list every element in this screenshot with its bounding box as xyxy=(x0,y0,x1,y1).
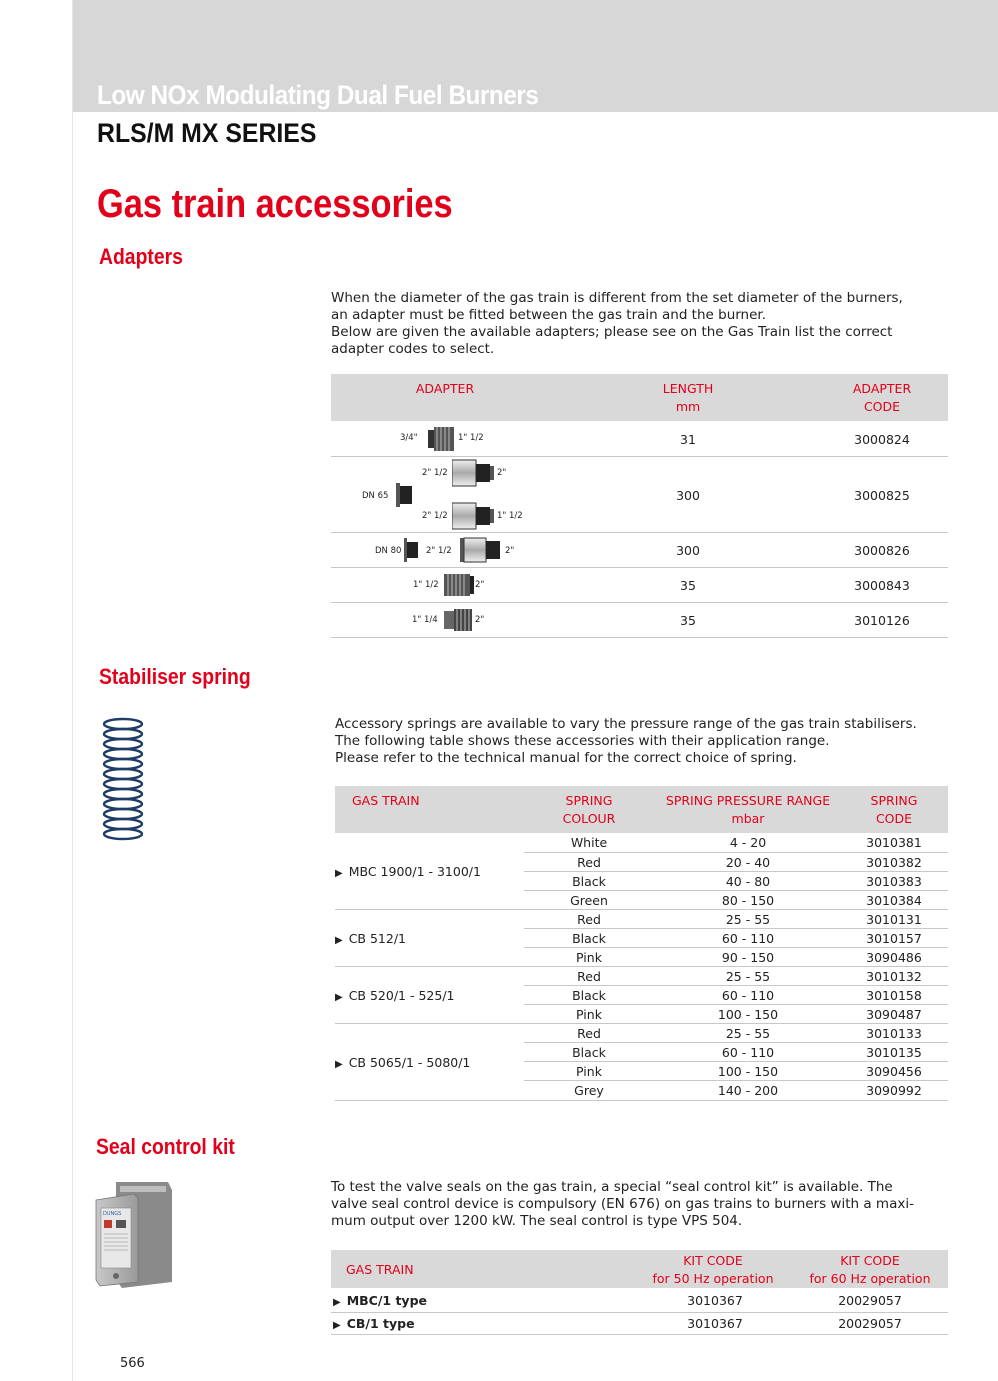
seal-heading: Seal control kit xyxy=(96,1134,235,1159)
spring-code: 3090487 xyxy=(866,1007,922,1022)
spring-code: 3010132 xyxy=(866,969,922,984)
row-divider xyxy=(524,871,948,872)
adapters-paragraph-line: an adapter must be fitted between the gas train and the burner. xyxy=(331,307,767,323)
seal-col-kit60-label: KIT CODE xyxy=(840,1253,900,1268)
spring-heading: Stabiliser spring xyxy=(99,664,251,689)
spring-colour: White xyxy=(570,835,608,850)
triangle-bullet-icon: ▶ xyxy=(333,1297,341,1308)
adapter-label: 2" xyxy=(475,580,485,590)
adapter-label: 2" 1/2 xyxy=(422,511,448,521)
triangle-bullet-icon: ▶ xyxy=(335,1059,343,1070)
reducer-adapter-icon xyxy=(452,502,496,530)
group-divider xyxy=(335,909,948,910)
triangle-bullet-icon: ▶ xyxy=(335,935,343,946)
reducer-adapter-icon xyxy=(452,459,496,487)
spring-code: 3090456 xyxy=(866,1064,922,1079)
row-divider xyxy=(524,1004,948,1005)
seal-code-60hz: 20029057 xyxy=(838,1293,902,1308)
spring-code: 3010157 xyxy=(866,931,922,946)
spring-group-name: CB 512/1 xyxy=(348,931,407,946)
row-divider xyxy=(524,1042,948,1043)
spring-colour: Black xyxy=(572,931,606,946)
adapter-label: 2" 1/2 xyxy=(422,468,448,478)
spring-col-gas-train: GAS TRAIN xyxy=(352,793,420,808)
adapter-label: 2" 1/2 xyxy=(426,546,452,556)
spring-col-range-unit: mbar xyxy=(731,811,765,826)
seal-col-kit50-note: for 50 Hz operation xyxy=(652,1271,774,1286)
adapter-label: 2" xyxy=(505,546,515,556)
spring-colour: Black xyxy=(572,1045,606,1060)
spring-range: 90 - 150 xyxy=(721,950,775,965)
spring-colour: Red xyxy=(577,969,601,984)
spring-group-name: CB 520/1 - 525/1 xyxy=(348,988,455,1003)
flange-icon xyxy=(404,538,420,562)
seal-row-name: MBC/1 type xyxy=(346,1293,428,1308)
row-divider xyxy=(331,602,948,603)
adapter-code: 3000824 xyxy=(854,432,910,447)
spring-col-code xyxy=(850,792,938,828)
row-divider xyxy=(331,1312,948,1313)
spring-col-colour-label-1: SPRING xyxy=(565,793,613,808)
adapters-paragraph-line: Below are given the available adapters; please see on the Gas Train list the correct xyxy=(331,324,893,340)
seal-code-50hz: 3010367 xyxy=(687,1293,743,1308)
row-divider xyxy=(524,928,948,929)
threaded-adapter-icon xyxy=(444,606,474,634)
adapter-label: DN 65 xyxy=(362,491,389,501)
spring-col-colour xyxy=(544,792,634,828)
spring-range: 100 - 150 xyxy=(717,1007,779,1022)
row-divider xyxy=(331,456,948,457)
row-divider xyxy=(524,890,948,891)
adapter-length: 300 xyxy=(676,488,700,503)
spring-paragraph-line: Accessory springs are available to vary the pressure range of the gas train stabilisers. xyxy=(335,716,917,732)
spring-paragraph-line: Please refer to the technical manual for the correct choice of spring. xyxy=(335,750,797,766)
spring-code: 3010383 xyxy=(866,874,922,889)
adapter-length: 35 xyxy=(680,613,696,628)
seal-col-kit50-label: KIT CODE xyxy=(683,1253,743,1268)
spring-colour: Grey xyxy=(574,1083,604,1098)
triangle-bullet-icon: ▶ xyxy=(335,992,343,1003)
row-divider xyxy=(524,947,948,948)
spring-code: 3010131 xyxy=(866,912,922,927)
spring-range: 4 - 20 xyxy=(729,835,767,850)
group-divider xyxy=(335,1100,948,1101)
adapter-length: 35 xyxy=(680,578,696,593)
spring-code: 3010135 xyxy=(866,1045,922,1060)
seal-col-kit60-note: for 60 Hz operation xyxy=(809,1271,931,1286)
adapter-label: DN 80 xyxy=(375,546,402,556)
seal-paragraph-line: mum output over 1200 kW. The seal control is type VPS 504. xyxy=(331,1213,743,1229)
adapter-label: 2" xyxy=(475,615,485,625)
spring-colour: Red xyxy=(577,1026,601,1041)
row-divider xyxy=(524,1061,948,1062)
spring-range: 25 - 55 xyxy=(725,969,771,984)
spring-colour: Red xyxy=(577,912,601,927)
seal-col-gas-train: GAS TRAIN xyxy=(346,1262,414,1277)
left-margin-strip xyxy=(0,0,73,1381)
spring-group-label xyxy=(335,864,481,879)
spring-col-code-label-2: CODE xyxy=(875,811,913,826)
adapters-paragraph-line: adapter codes to select. xyxy=(331,341,495,357)
row-divider xyxy=(331,637,948,638)
spring-group-label xyxy=(335,1055,470,1070)
seal-row-name: CB/1 type xyxy=(346,1316,415,1331)
adapters-paragraph xyxy=(331,290,948,358)
spring-colour: Pink xyxy=(576,1064,602,1079)
seal-col-kit60 xyxy=(795,1252,945,1288)
spring-group-name: MBC 1900/1 - 3100/1 xyxy=(348,864,481,879)
adapter-label: 1" 1/2 xyxy=(413,580,439,590)
spring-range: 25 - 55 xyxy=(725,912,771,927)
device-brand-text: DUNGS xyxy=(103,1211,122,1217)
flange-icon xyxy=(396,483,414,507)
adapter-code: 3000826 xyxy=(854,543,910,558)
seal-paragraph-line: To test the valve seals on the gas train, a special “seal control kit” is available. The xyxy=(331,1179,893,1195)
spring-col-range xyxy=(655,792,841,828)
spring-icon xyxy=(100,716,146,844)
spring-range: 60 - 110 xyxy=(721,1045,775,1060)
row-divider xyxy=(524,985,948,986)
adapters-col-code xyxy=(822,380,942,416)
spring-colour: Black xyxy=(572,988,606,1003)
spring-paragraph xyxy=(335,716,948,767)
spring-range: 80 - 150 xyxy=(721,893,775,908)
spring-code: 3090992 xyxy=(866,1083,922,1098)
adapters-col-length-label: LENGTH xyxy=(662,381,714,396)
reducer-adapter-icon xyxy=(460,537,504,563)
spring-code: 3010384 xyxy=(866,893,922,908)
adapters-col-code-label-2: CODE xyxy=(863,399,901,414)
spring-range: 140 - 200 xyxy=(717,1083,779,1098)
adapter-label: 1" 1/2 xyxy=(497,511,523,521)
spring-code: 3090486 xyxy=(866,950,922,965)
spring-col-range-label: SPRING PRESSURE RANGE xyxy=(665,793,831,808)
spring-code: 3010133 xyxy=(866,1026,922,1041)
adapter-length: 31 xyxy=(680,432,696,447)
spring-colour: Green xyxy=(570,893,608,908)
row-divider xyxy=(524,852,948,853)
page-title: Gas train accessories xyxy=(97,182,453,226)
row-divider xyxy=(331,532,948,533)
row-divider xyxy=(331,1334,948,1335)
triangle-bullet-icon: ▶ xyxy=(333,1320,341,1331)
adapter-label: 3/4" xyxy=(400,433,418,443)
group-divider xyxy=(335,966,948,967)
series-title: RLS/M MX SERIES xyxy=(97,118,317,148)
spring-range: 25 - 55 xyxy=(725,1026,771,1041)
header-title: Low NOx Modulating Dual Fuel Burners xyxy=(97,80,539,110)
page-number: 566 xyxy=(120,1356,145,1371)
spring-colour: Pink xyxy=(576,1007,602,1022)
row-divider xyxy=(331,567,948,568)
spring-paragraph-line: The following table shows these accessories with their application range. xyxy=(335,733,830,749)
adapters-col-length xyxy=(628,380,748,416)
adapter-label: 2" xyxy=(497,468,507,478)
adapter-code: 3000825 xyxy=(854,488,910,503)
seal-paragraph-line: valve seal control device is compulsory (EN 676) on gas trains to burners with a maxi- xyxy=(331,1196,914,1212)
threaded-adapter-icon xyxy=(444,571,474,599)
adapter-label: 1" 1/2 xyxy=(458,433,484,443)
spring-col-code-label-1: SPRING xyxy=(870,793,918,808)
spring-range: 60 - 110 xyxy=(721,931,775,946)
group-divider xyxy=(335,1023,948,1024)
spring-group-label xyxy=(335,988,454,1003)
spring-code: 3010158 xyxy=(866,988,922,1003)
seal-control-device-image xyxy=(94,1180,174,1290)
spring-colour: Red xyxy=(577,855,601,870)
threaded-adapter-icon xyxy=(428,425,456,453)
seal-code-50hz: 3010367 xyxy=(687,1316,743,1331)
row-divider xyxy=(524,1080,948,1081)
spring-range: 60 - 110 xyxy=(721,988,775,1003)
spring-code: 3010382 xyxy=(866,855,922,870)
adapters-col-code-label-1: ADAPTER xyxy=(852,381,912,396)
spring-code: 3010381 xyxy=(866,835,922,850)
spring-range: 40 - 80 xyxy=(725,874,771,889)
seal-paragraph xyxy=(331,1179,945,1230)
adapters-col-adapter: ADAPTER xyxy=(415,381,475,396)
spring-group-name: CB 5065/1 - 5080/1 xyxy=(348,1055,471,1070)
seal-row-label xyxy=(333,1316,415,1331)
spring-range: 20 - 40 xyxy=(725,855,771,870)
seal-code-60hz: 20029057 xyxy=(838,1316,902,1331)
adapter-code: 3010126 xyxy=(854,613,910,628)
adapter-length: 300 xyxy=(676,543,700,558)
spring-colour: Pink xyxy=(576,950,602,965)
adapters-paragraph-line: When the diameter of the gas train is different from the set diameter of the burners, xyxy=(331,290,903,306)
spring-group-label xyxy=(335,931,406,946)
spring-col-colour-label-2: COLOUR xyxy=(562,811,616,826)
seal-col-kit50 xyxy=(638,1252,788,1288)
spring-range: 100 - 150 xyxy=(717,1064,779,1079)
adapter-code: 3000843 xyxy=(854,578,910,593)
adapters-heading: Adapters xyxy=(99,244,183,269)
spring-colour: Black xyxy=(572,874,606,889)
adapter-label: 1" 1/4 xyxy=(412,615,438,625)
seal-row-label xyxy=(333,1293,427,1308)
adapters-col-length-unit: mm xyxy=(675,399,701,414)
triangle-bullet-icon: ▶ xyxy=(335,868,343,879)
